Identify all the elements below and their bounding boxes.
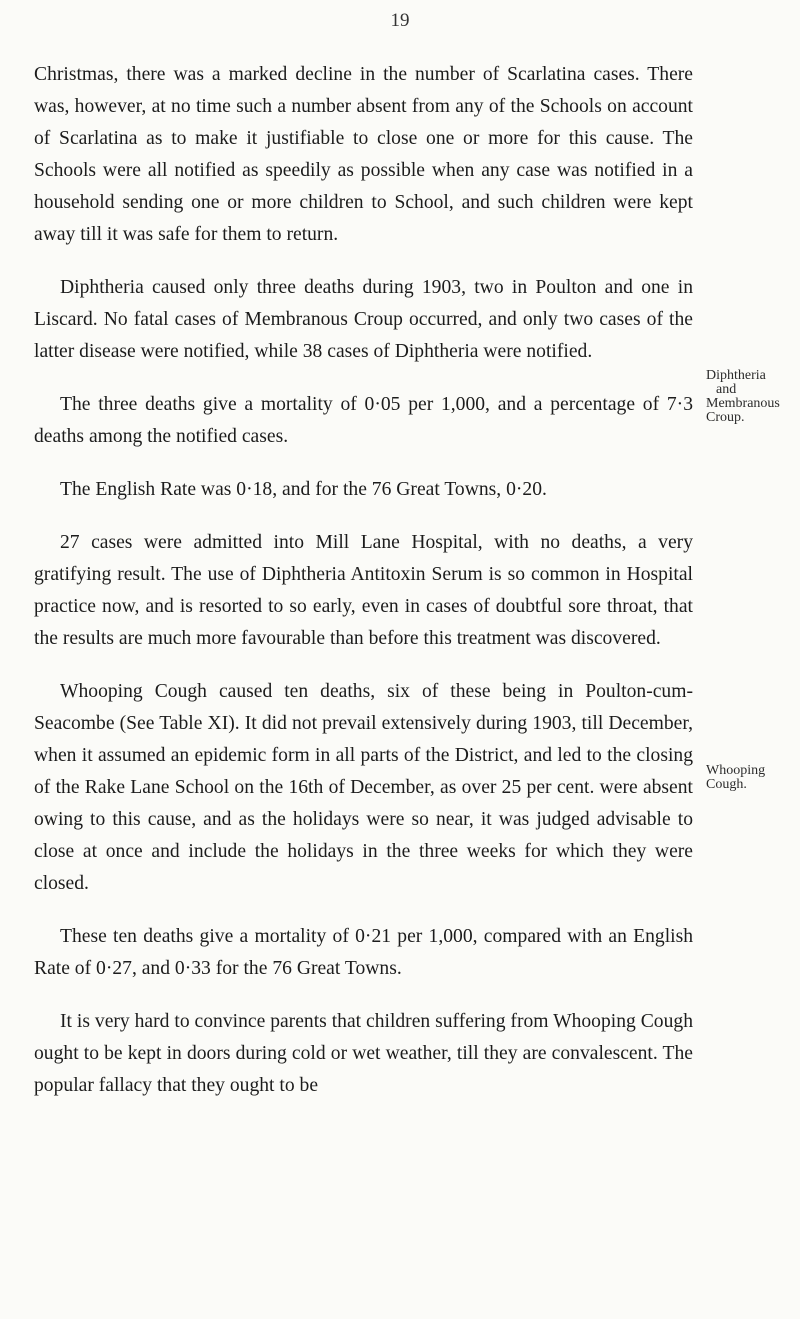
margin-note-whooping-cough [706, 764, 800, 792]
paragraph-diphtheria-deaths: Diphtheria caused only three deaths during 1903, two in Poulton and one in Liscard. No fatal cases of Membranous Croup occurred, and only two cases of the latter disease were notified, while 38 cases of Diphtheria were notified. [34, 277, 693, 362]
paragraph-hospital: 27 cases were admitted into Mill Lane Hospital, with no deaths, a very gratifying result. The use of Diphtheria Antitoxin Serum is so common in Hospital practice now, and is resorted to so early, even in cases of doubtful sore throat, that the results are much more favourable than before this treatment was discovered. [34, 532, 693, 649]
margin-note-line: Membranous [706, 396, 780, 411]
paragraph-scarlatina: Christmas, there was a marked decline in the number of Scarlatina cases. There was, however, at no time such a number absent from any of the Schools on account of Scarlatina as to make it justifiable to close one or more for this cause. The Schools were all notified as speedily as possible when any case was notified in a household sending one or more children to School, and such children were kept away till it was safe for them to return. [34, 64, 693, 245]
margin-note-diphtheria [706, 369, 800, 425]
paragraph-parents: It is very hard to convince parents that children suffering from Whooping Cough ought to be kept in doors during cold or wet weather, till they are convalescent. The popular fallacy that they ought to be [34, 1011, 693, 1096]
page-number: 19 [390, 10, 410, 31]
paragraph-english-rate: The English Rate was 0·18, and for the 76 Great Towns, 0·20. [60, 479, 547, 500]
paragraph-diphtheria-mortality: The three deaths give a mortality of 0·05 per 1,000, and a percentage of 7·3 deaths among the notified cases. [34, 394, 693, 447]
paragraph-whooping-cough: Whooping Cough caused ten deaths, six of these being in Poulton-cum-Seacombe (See Table XI). It did not prevail extensively during 1903, till December, when it assumed an epidemic form in all parts of the District, and led to the closing of the Rake Lane School on the 16th of December, as over 25 per cent. were absent owing to this cause, and as the holidays were so near, it was judged advisable to close at once and include the holidays in the three weeks for which they were closed. [34, 681, 693, 894]
margin-note-line: and [716, 382, 737, 397]
paragraph-whooping-mortality: These ten deaths give a mortality of 0·21 per 1,000, compared with an English Rate of 0·27, and 0·33 for the 76 Great Towns. [34, 926, 693, 979]
body-text [34, 59, 693, 1102]
margin-note-line: Croup. [706, 410, 745, 425]
margin-note-line: Cough. [706, 777, 747, 792]
margin-note-line: Diphtheria [706, 368, 766, 383]
margin-note-line: Whooping [706, 763, 766, 778]
